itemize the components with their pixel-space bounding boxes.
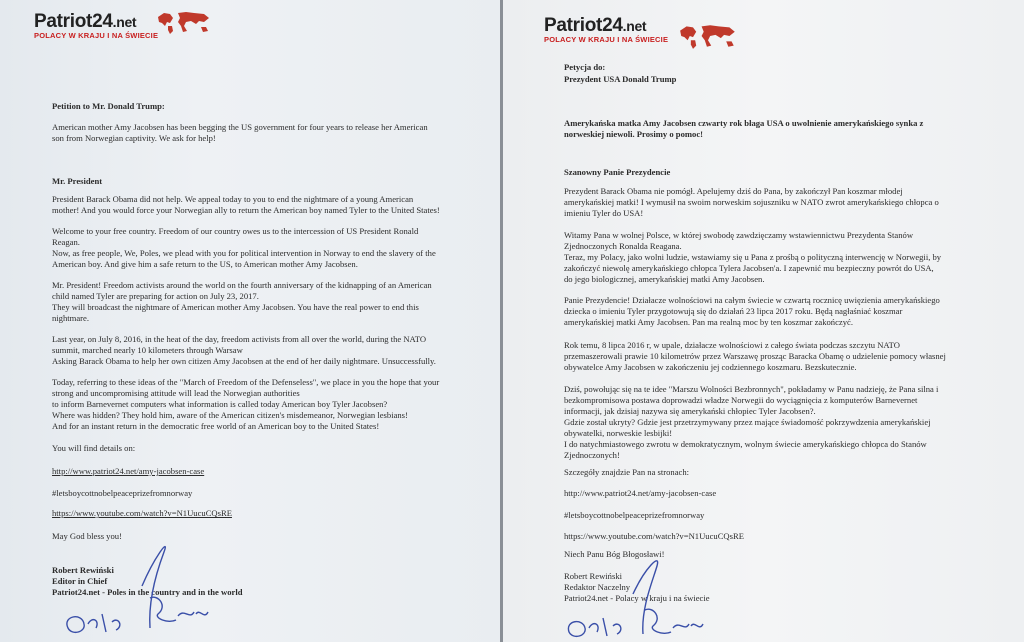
signatory-title: Redaktor Naczelny [564,582,631,592]
logo-brand: Patriot24 [34,11,113,32]
paragraph-line: Witamy Pana w wolnej Polsce, w której swobodę zawdzięczamy wstawiennictwu Prezydenta Stanów [564,230,914,240]
salutation: Mr. President [52,176,103,186]
petition-letter-polish [503,0,1024,642]
paragraph-line: President Barack Obama did not help. We appeal today to you to end the nightmare of a young American [52,194,414,204]
paragraph-line: obywatelce Amy Jacobsen w zakończeniu jej codziennego koszmaru. Bezskutecznie. [564,362,857,372]
paragraph-line: amerykańskiej matki Amy Jacobsen. Pan ma realną moc by ten koszmar zakończyć. [564,317,853,327]
details-label: You will find details on: [52,443,136,453]
paragraph-line: Asking Barack Obama to help her own citizen Amy Jacobsen at the end of her daily nightmare. Unsuccessfully. [52,356,436,366]
paragraph-line: informacji, jak dzisiaj nazywa się amerykański chłopiec Tyler Jacobsen?. [564,406,816,416]
petition-letter-english [0,0,500,642]
logo-tld: .net [112,14,137,30]
paragraph-line: mother! And you would force your Norwegian ally to return the American boy named Tyler to the United States! [52,205,440,215]
petition-heading: Petition to Mr. Donald Trump: [52,101,165,111]
paragraph-line: American boy. And give him a safe return to the US, to American mother Amy Jacobsen. [52,259,358,269]
hashtag: #letsboycottnobelpeaceprizefromnorway [564,510,705,520]
intro-line: norweskiej niewoli. Prosimy o pomoc! [564,129,703,139]
paragraph-line: Last year, on July 8, 2016, in the heat of the day, freedom activists from all over the world, during the NATO [52,334,427,344]
paragraph-line: Prezydent Barack Obama nie pomógł. Apelujemy dziś do Pana, by zakończył Pan koszmar młodej [564,186,903,196]
paragraph-line: dziecka o imieniu Tyler przygotowują się do działań 23 lipca 2017 roku. Będą nagłaśniać koszmar [564,306,903,316]
paragraph-line: bezkompromisowa postawa doprowadzi władze Norwegii do wyciągnięcia z komputerów Barnevernet [564,395,918,405]
signatory-name: Robert Rewiński [564,571,623,581]
paragraph-line: Dziś, powołując się na te idee "Marszu Wolności Bezbronnych", pokładamy w Panu nadzieję, że Pana silna i [564,384,939,394]
youtube-link[interactable]: https://www.youtube.com/watch?v=N1UucuCQsRE [564,531,744,541]
intro-line: American mother Amy Jacobsen has been begging the US government for four years to release her American [52,122,428,132]
paragraph-line: Now, as free people, We, Poles, we plead with you for political intervention in Norway to end the slavery of the [52,248,436,258]
signatory-title: Editor in Chief [52,576,108,586]
paragraph-line: Gdzie został ukryty? Gdzie jest przetrzymywany przez mające świadomość pokrzywdzenia amerykańskiej [564,417,931,427]
paragraph-line: przemaszerowali prawie 10 kilometrów przez Warszawę prosząc Baracka Obamę o udzielenie pomocy własnej [564,351,946,361]
youtube-link[interactable]: https://www.youtube.com/watch?v=N1UucuCQsRE [52,508,232,518]
patriot24-logo [544,15,668,44]
hashtag: #letsboycottnobelpeaceprizefromnorway [52,488,193,498]
patriot24-logo [34,11,158,40]
blessing: May God bless you! [52,531,122,541]
paragraph-line: I do natychmiastowego zwrotu w demokratycznym, wolnym świecie amerykańskiego chłopca do Stanów [564,439,927,449]
blessing: Niech Panu Bóg Błogosławi! [564,549,665,559]
paragraph-line: Panie Prezydencie! Działacze wolnościowi na całym świecie w czwartą rocznicę uwięzienia amerykańskiego [564,295,940,305]
petition-heading: Petycja do: [564,62,606,72]
paragraph-line: strong and uncompromising attitude will lead the Norwegian authorities [52,388,300,398]
paragraph-line: child named Tyler are preparing for action on July 23, 2017. [52,291,259,301]
logo-tagline: POLACY W KRAJU I NA ŚWIECIE [34,31,159,40]
signatory-org: Patriot24.net - Polacy w kraju i na świecie [564,593,710,603]
case-link[interactable]: http://www.patriot24.net/amy-jacobsen-case [564,488,717,498]
paragraph-line: They will broadcast the nightmare of American mother Amy Jacobsen. You have the real power to end this [52,302,419,312]
paragraph-line: Rok temu, 8 lipca 2016 r, w upale, działacze wolnościowi z całego świata podczas szczytu NATO [564,340,900,350]
intro-line: Amerykańska matka Amy Jacobsen czwarty rok błaga USA o uwolnienie amerykańskiego synka z [564,118,924,128]
petition-addressee: Prezydent USA Donald Trump [564,74,677,84]
case-link[interactable]: http://www.patriot24.net/amy-jacobsen-case [52,466,205,476]
paragraph-line: And for an instant return in the democratic free world of an American boy to the United States! [52,421,380,431]
handwritten-signature [58,528,228,640]
salutation: Szanowny Panie Prezydencie [564,167,671,177]
paragraph-line: Today, referring to these ideas of the "March of Freedom of the Defenseless", we place in you the hope that your [52,377,440,387]
intro-line: son from Norwegian captivity. We ask for help! [52,133,216,143]
handwritten-signature [561,548,731,642]
paragraph-line: Welcome to your free country. Freedom of our country owes us to the intercession of US President Ronald [52,226,419,236]
paragraph-line: obywatelki, norweskie lesbijki! [564,428,673,438]
paragraph-line: Reagan. [52,237,80,247]
world-map-icon [156,9,212,35]
paragraph-line: do jego biologicznej, amerykańskiej matki Amy Jacobsen. [564,274,765,284]
paragraph-line: zakończyć niewolę amerykańskiego chłopca Tylera Jacobsen'a. I zapewnić mu bezpieczny powrót do USA, [564,263,934,273]
signatory-name: Robert Rewiński [52,565,114,575]
paragraph-line: Where was hidden? They hold him, aware of the American citizen's misdemeanor, Norwegian lesbians! [52,410,408,420]
paragraph-line: Zjednoczonych! [564,450,620,460]
details-label: Szczegóły znajdzie Pan na stronach: [564,467,690,477]
logo-tagline: POLACY W KRAJU I NA ŚWIECIE [544,35,669,44]
paragraph-line: summit, marched nearly 10 kilometers through Warsaw [52,345,243,355]
paragraph-line: to inform Barnevernet computers what information is called today American boy Tyler Jacobsen? [52,399,388,409]
signatory-org: Patriot24.net - Poles in the country and in the world [52,587,243,597]
paragraph-line: Mr. President! Freedom activists around the world on the fourth anniversary of the kidnapping of an American [52,280,432,290]
paragraph-line: imieniu Tyler do USA! [564,208,644,218]
world-map-icon [678,22,738,50]
logo-tld: .net [622,18,647,34]
paragraph-line: Teraz, my Polacy, jako wolni ludzie, wstawiamy się u Pana z prośbą o polityczną interwencję w Norwegii, by [564,252,942,262]
paragraph-line: nightmare. [52,313,89,323]
paragraph-line: Zjednoczonych Ronalda Reagana. [564,241,682,251]
logo-brand: Patriot24 [544,15,623,36]
paragraph-line: amerykańskiej matki! I wymusił na swoim norweskim sojuszniku w NATO zwrot amerykańskiego chłopca o [564,197,939,207]
